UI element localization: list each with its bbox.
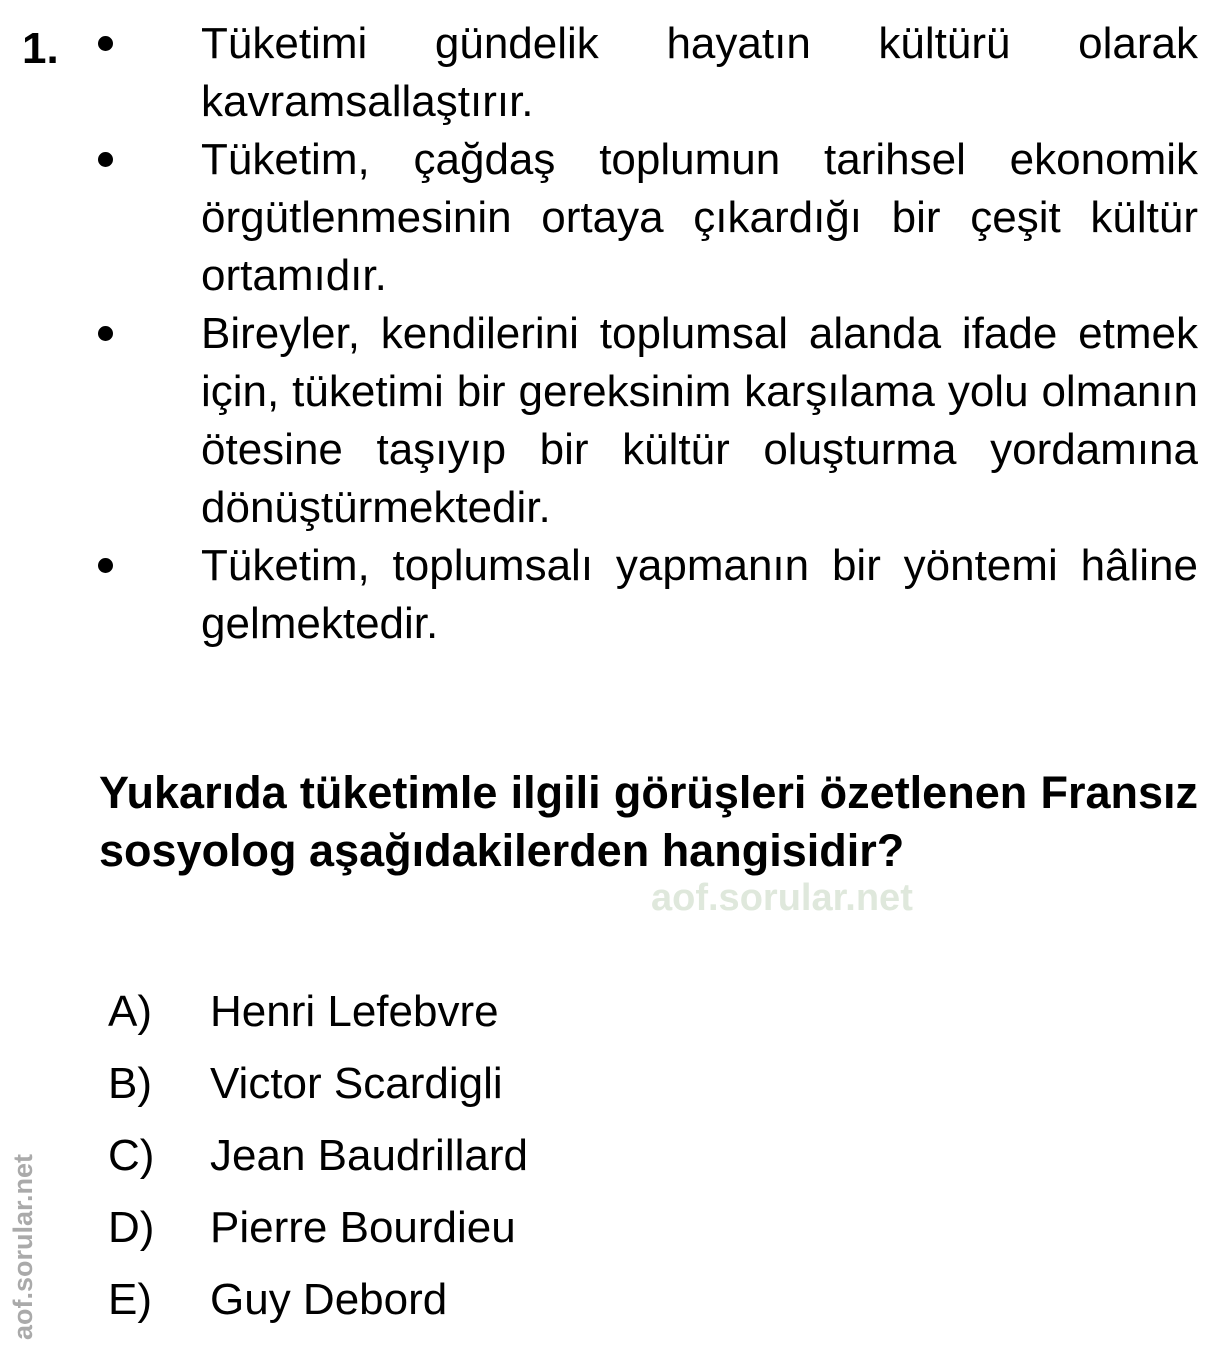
statement-list bbox=[96, 15, 1198, 653]
answer-option-d[interactable] bbox=[108, 1199, 528, 1271]
statement-item bbox=[96, 305, 1198, 537]
bullet-icon bbox=[98, 558, 113, 573]
statement-item bbox=[96, 131, 1198, 305]
statement-item bbox=[96, 15, 1198, 131]
option-letter: E) bbox=[108, 1275, 152, 1324]
bullet-icon bbox=[98, 36, 113, 51]
answer-options bbox=[108, 983, 528, 1343]
option-letter: B) bbox=[108, 1059, 152, 1108]
answer-option-c[interactable] bbox=[108, 1127, 528, 1199]
statement-text: Tüketimi gündelik hayatın kültürü olarak kavramsallaştırır. bbox=[201, 19, 1198, 126]
option-text: Victor Scardigli bbox=[210, 1059, 503, 1108]
option-letter: D) bbox=[108, 1203, 155, 1252]
option-text: Pierre Bourdieu bbox=[210, 1203, 516, 1252]
bullet-icon bbox=[98, 326, 113, 341]
option-letter: C) bbox=[108, 1131, 155, 1180]
side-watermark-text: aof.sorular.net bbox=[8, 1153, 38, 1340]
statement-text: Bireyler, kendilerini toplumsal alanda ifade etmek için, tüketimi bir gereksinim karşılama yolu olmanın ötesine taşıyıp bir kültür oluşturma yordamına dönüştürmektedir. bbox=[201, 309, 1198, 532]
statement-text: Tüketim, toplumsalı yapmanın bir yöntemi hâline gelmektedir. bbox=[201, 541, 1198, 648]
statement-text: Tüketim, çağdaş toplumun tarihsel ekonomik örgütlenmesinin ortaya çıkardığı bir çeşit kültür ortamıdır. bbox=[201, 135, 1198, 300]
option-letter: A) bbox=[108, 987, 152, 1036]
answer-option-e[interactable] bbox=[108, 1271, 528, 1343]
option-text: Henri Lefebvre bbox=[210, 987, 499, 1036]
question-number: 1. bbox=[22, 24, 59, 73]
answer-option-b[interactable] bbox=[108, 1055, 528, 1127]
question-prompt: Yukarıda tüketimle ilgili görüşleri özetlenen Fransız sosyolog aşağıdakilerden hangisidir? bbox=[99, 767, 1198, 876]
watermark-text: aof.sorular.net bbox=[651, 877, 913, 919]
bullet-icon bbox=[98, 152, 113, 167]
statement-item bbox=[96, 537, 1198, 653]
option-text: Jean Baudrillard bbox=[210, 1131, 528, 1180]
answer-option-a[interactable] bbox=[108, 983, 528, 1055]
option-text: Guy Debord bbox=[210, 1275, 448, 1324]
